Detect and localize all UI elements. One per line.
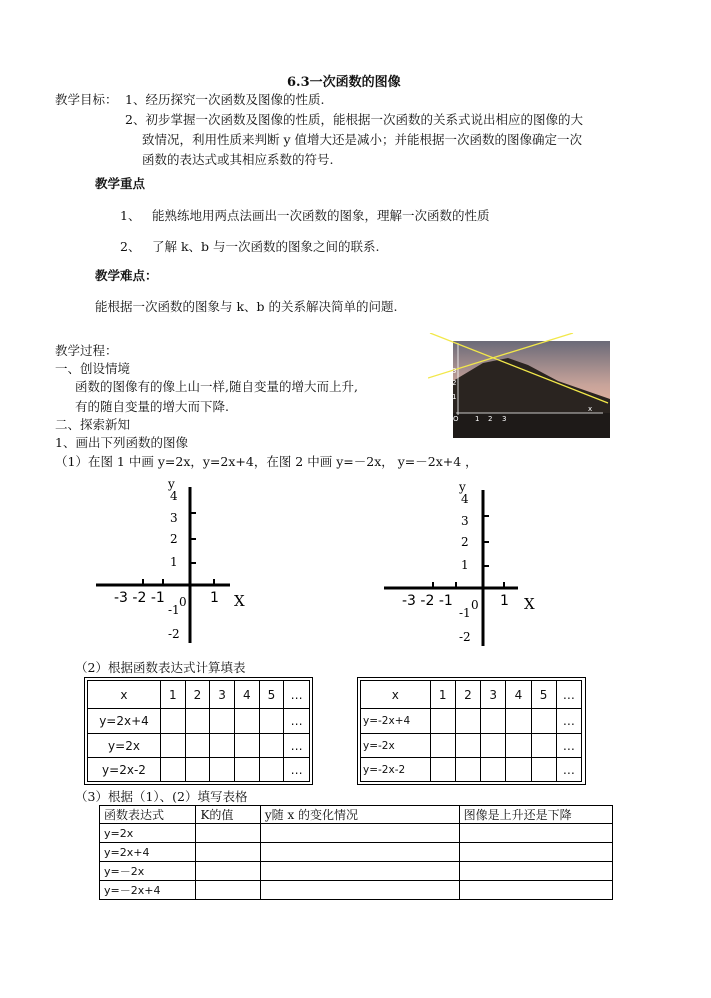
axes-figure-1 xyxy=(90,475,260,645)
table-cell[interactable] xyxy=(531,709,556,734)
task-1-sub3: （3）根据（1）、(2）填写表格 xyxy=(75,789,248,804)
table-cell[interactable] xyxy=(259,734,284,758)
table-cell[interactable] xyxy=(160,709,185,734)
key-point-2-text: 了解 k、b 与一次函数的图象之间的联系. xyxy=(152,239,380,254)
table-cell-ellipsis: … xyxy=(556,709,581,734)
photo-x-tick-1: 1 xyxy=(475,415,480,423)
table-cell[interactable] xyxy=(234,734,259,758)
table-cell[interactable] xyxy=(185,758,210,782)
table-cell[interactable] xyxy=(455,734,480,758)
table-cell[interactable] xyxy=(459,881,612,900)
table-1-row-label: y=2x-2 xyxy=(88,758,161,782)
section-1-line1: 函数的图像有的像上山一样,随自变量的增大而上升, xyxy=(75,379,358,394)
process-label: 教学过程： xyxy=(55,343,118,358)
key-point-1-text: 能熟练地用两点法画出一次函数的图象，理解一次函数的性质 xyxy=(152,208,490,223)
y-axis-label: y xyxy=(168,477,175,491)
table-cell[interactable] xyxy=(481,758,506,782)
table-3-header-trend: y随 x 的变化情况 xyxy=(260,806,459,824)
table-cell[interactable] xyxy=(430,734,455,758)
table-3-row-label: y=－2x xyxy=(100,862,196,881)
table-cell[interactable] xyxy=(234,758,259,782)
x-tick-1: 1 xyxy=(210,590,219,606)
table-1-header-4: 4 xyxy=(234,681,259,709)
objective-2-line1: 2、初步掌握一次函数及图像的性质，能根据一次函数的关系式说出相应的图像的大 xyxy=(125,112,583,127)
difficulties-text: 能根据一次函数的图象与 k、b 的关系解决简单的问题. xyxy=(95,299,398,314)
table-cell[interactable] xyxy=(260,824,459,843)
table-2-header-x: x xyxy=(361,681,431,709)
y-tick-2: 2 xyxy=(170,532,178,546)
photo-origin-label: O xyxy=(453,415,459,423)
table-cell[interactable] xyxy=(185,709,210,734)
table-row xyxy=(88,758,310,782)
table-1-row-label: y=2x xyxy=(88,734,161,758)
table-3-row-label: y=2x xyxy=(100,824,196,843)
section-1-heading: 一、创设情境 xyxy=(55,361,131,376)
table-cell[interactable] xyxy=(531,758,556,782)
table-cell[interactable] xyxy=(210,734,235,758)
photo-y-tick-3: 3 xyxy=(452,367,457,375)
y-tick-4: 4 xyxy=(461,492,469,506)
page-title: 6.3一次函数的图像 xyxy=(287,75,401,90)
table-cell-ellipsis: … xyxy=(284,734,310,758)
table-cell[interactable] xyxy=(196,862,260,881)
task-1-heading: 1、画出下列函数的图像 xyxy=(55,435,188,450)
table-2-header-5: 5 xyxy=(531,681,556,709)
table-3-header-expression: 函数表达式 xyxy=(100,806,196,824)
y-tick-neg2: -2 xyxy=(459,630,471,644)
table-3-header-direction: 图像是上升还是下降 xyxy=(459,806,612,824)
table-cell[interactable] xyxy=(531,734,556,758)
y-axis-label: y xyxy=(459,480,466,494)
table-1-header-1: 1 xyxy=(160,681,185,709)
table-3-row-label: y=－2x+4 xyxy=(100,881,196,900)
x-axis-label: X xyxy=(524,595,535,613)
photo-x-tick-3: 3 xyxy=(502,415,507,423)
table-cell[interactable] xyxy=(160,734,185,758)
table-cell[interactable] xyxy=(260,862,459,881)
table-1-header-3: 3 xyxy=(210,681,235,709)
x-ticks-negative: -3 -2 -1 xyxy=(114,590,165,606)
difficulties-heading: 教学难点： xyxy=(95,268,158,283)
y-tick-1: 1 xyxy=(170,555,178,569)
table-cell[interactable] xyxy=(234,709,259,734)
table-1-header-5: 5 xyxy=(259,681,284,709)
table-row xyxy=(100,843,613,862)
section-1-line2: 有的随自变量的增大而下降. xyxy=(75,399,229,414)
table-cell[interactable] xyxy=(481,734,506,758)
mountain-photo xyxy=(428,333,610,438)
origin-label: 0 xyxy=(471,598,479,612)
table-2-header-2: 2 xyxy=(455,681,480,709)
task-1-sub1: （1）在图 1 中画 y=2x，y=2x+4，在图 2 中画 y=－2x， y=－2x+4 ， xyxy=(55,454,478,469)
table-cell[interactable] xyxy=(210,758,235,782)
objective-1: 1、经历探究一次函数及图像的性质. xyxy=(125,92,325,107)
table-1-header-ellipsis: … xyxy=(284,681,310,709)
key-point-2-number: 2、 xyxy=(120,239,141,254)
table-cell[interactable] xyxy=(210,709,235,734)
table-cell[interactable] xyxy=(506,709,531,734)
table-cell[interactable] xyxy=(196,824,260,843)
table-2-header-4: 4 xyxy=(506,681,531,709)
y-tick-neg1: -1 xyxy=(168,603,180,617)
table-1 xyxy=(87,680,310,782)
x-tick-1: 1 xyxy=(500,593,509,609)
table-cell[interactable] xyxy=(196,881,260,900)
section-2-heading: 二、探索新知 xyxy=(55,417,131,432)
table-cell[interactable] xyxy=(260,843,459,862)
objective-2-line3: 函数的表达式或其相应系数的符号. xyxy=(142,152,334,167)
table-cell[interactable] xyxy=(506,734,531,758)
task-1-sub2: （2）根据函数表达式计算填表 xyxy=(75,660,246,675)
table-row xyxy=(88,709,310,734)
table-cell[interactable] xyxy=(455,758,480,782)
table-1-row-label: y=2x+4 xyxy=(88,709,161,734)
table-cell[interactable] xyxy=(459,824,612,843)
table-cell-ellipsis: … xyxy=(284,709,310,734)
table-cell-ellipsis: … xyxy=(556,734,581,758)
objective-2-line2: 致情况，利用性质来判断 y 值增大还是减小；并能根据一次函数的图像确定一次 xyxy=(142,132,583,147)
y-tick-2: 2 xyxy=(461,535,469,549)
table-cell[interactable] xyxy=(481,709,506,734)
objectives-label: 教学目标： xyxy=(55,92,118,107)
table-cell[interactable] xyxy=(160,758,185,782)
photo-x-label: x xyxy=(588,405,593,413)
table-cell[interactable] xyxy=(459,862,612,881)
table-cell[interactable] xyxy=(185,734,210,758)
origin-label: 0 xyxy=(179,595,187,609)
y-tick-3: 3 xyxy=(170,511,178,525)
table-cell[interactable] xyxy=(455,709,480,734)
table-cell[interactable] xyxy=(506,758,531,782)
x-axis-label: X xyxy=(234,592,245,610)
table-1-header-x: x xyxy=(88,681,161,709)
y-tick-neg1: -1 xyxy=(459,606,471,620)
table-row xyxy=(100,824,613,843)
photo-y-tick-1: 1 xyxy=(452,393,457,401)
table-row xyxy=(100,862,613,881)
y-tick-1: 1 xyxy=(461,558,469,572)
table-2 xyxy=(360,680,582,782)
table-cell[interactable] xyxy=(259,709,284,734)
photo-x-tick-2: 2 xyxy=(488,415,493,423)
photo-y-tick-2: 2 xyxy=(452,379,457,387)
table-3-row-label: y=2x+4 xyxy=(100,843,196,862)
table-row xyxy=(88,734,310,758)
table-cell-ellipsis: … xyxy=(556,758,581,782)
table-2-header-1: 1 xyxy=(430,681,455,709)
table-2-header-ellipsis: … xyxy=(556,681,581,709)
key-point-1-number: 1、 xyxy=(120,208,141,223)
y-tick-neg2: -2 xyxy=(168,627,180,641)
key-points-heading: 教学重点 xyxy=(95,176,146,191)
table-cell[interactable] xyxy=(259,758,284,782)
table-cell[interactable] xyxy=(196,843,260,862)
y-tick-4: 4 xyxy=(170,489,178,503)
table-2-row-label: y=-2x xyxy=(361,734,431,758)
y-tick-3: 3 xyxy=(461,514,469,528)
table-2-header-3: 3 xyxy=(481,681,506,709)
table-cell-ellipsis: … xyxy=(284,758,310,782)
table-2-row-label: y=-2x+4 xyxy=(361,709,431,734)
table-cell[interactable] xyxy=(459,843,612,862)
table-cell[interactable] xyxy=(430,758,455,782)
table-2-row-label: y=-2x-2 xyxy=(361,758,431,782)
table-row xyxy=(100,881,613,900)
table-cell[interactable] xyxy=(430,709,455,734)
table-row xyxy=(361,734,582,758)
table-row xyxy=(361,709,582,734)
axes-figure-2 xyxy=(378,478,548,648)
table-cell[interactable] xyxy=(260,881,459,900)
table-row xyxy=(361,758,582,782)
table-3 xyxy=(99,805,613,900)
table-3-header-k: K的值 xyxy=(196,806,260,824)
x-ticks-negative: -3 -2 -1 xyxy=(402,593,453,609)
table-1-header-2: 2 xyxy=(185,681,210,709)
